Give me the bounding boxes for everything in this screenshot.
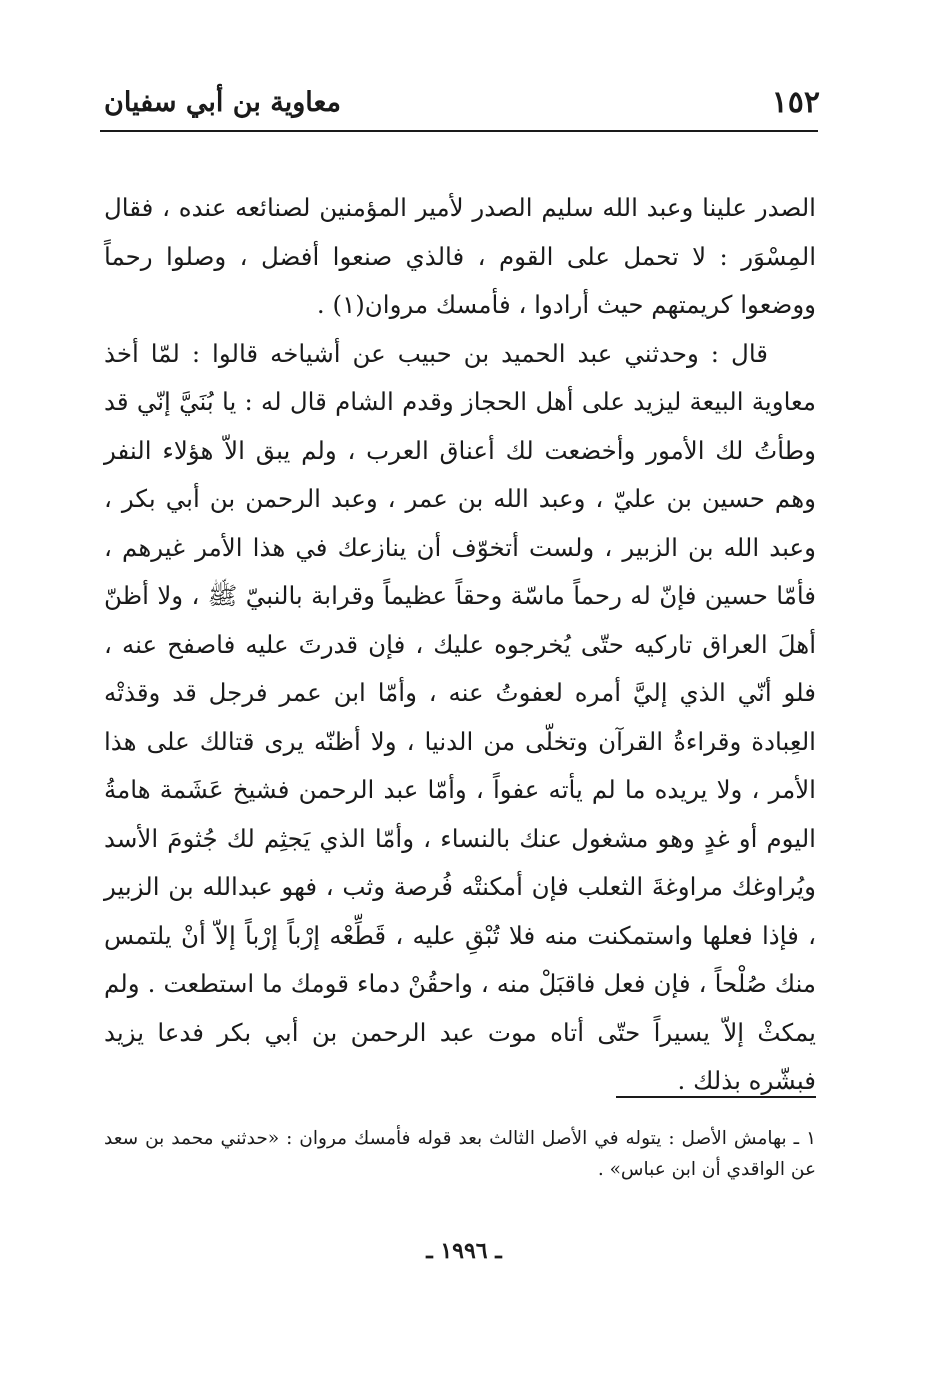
page-number: ١٥٢ <box>771 85 820 120</box>
paragraph-1: الصدر علينا وعبد الله سليم الصدر لأمير المؤمنين لصنائعه عنده ، فقال المِسْوَر : لا تحمل على القوم ، فالذي صنعوا أفضل ، وصلوا رحماً ووضعوا كريمتهم حيث أرادوا ، فأمسك مروان(١) . <box>104 193 816 319</box>
footnote-rule <box>616 1096 816 1098</box>
running-title: معاوية بن أبي سفيان <box>104 87 342 118</box>
footnote <box>104 1123 816 1185</box>
body-text <box>104 184 816 1106</box>
header-rule <box>100 130 818 132</box>
folio-number: ـ ١٩٩٦ ـ <box>426 1238 502 1264</box>
paragraph-2: قال : وحدثني عبد الحميد بن حبيب عن أشياخه قالوا : لمّا أخذ معاوية البيعة ليزيد على أهل الحجاز وقدم الشام قال له : يا بُنَيَّ إنّي قد وطأتُ لك الأمور وأخضعت لك أعناق العرب ، ولم يبق الاّ هؤلاء النفر وهم حسين بن عليّ ، وعبد الله بن عمر ، وعبد الرحمن بن أبي بكر ، وعبد الله بن الزبير ، ولست أتخوّف أن ينازعك في هذا الأمر غيرهم ، فأمّا حسين فإنّ له رحماً ماسّة وحقاً عظيماً وقرابة بالنبيّ ﷺ ، ولا أظنّ أهلَ العراق تاركيه حتّى يُخرجوه عليك ، فإن قدرتَ عليه فاصفح عنه ، فلو أنّي الذي إليَّ أمره لعفوتُ عنه ، وأمّا ابن عمر فرجل قد وقذتْه العِبادة وقراءةُ القرآن وتخلّى من الدنيا ، ولا أظنّه يرى قتالك على هذا الأمر ، ولا يريده ما لم يأته عفواً ، وأمّا عبد الرحمن فشيخ عَشَمة هامةُ اليوم أو غدٍ وهو مشغول عنك بالنساء ، وأمّا الذي يَجثِم لك جُثومَ الأسد ويُراوغك مراوغةَ الثعلب فإن أمكنتْه فُرصة وثب ، فهو عبدالله بن الزبير ، فإذا فعلها واستمكنت منه فلا تُبْقِ عليه ، قَطِّعْه إرْباً إرْباً إلاّ أنْ يلتمس منك صُلْحاً ، فإن فعل فاقبَلْ منه ، واحقُنْ دماء قومك ما استطعت . ولم يمكثْ إلاّ يسيراً حتّى أتاه موت عبد الرحمن بن أبي بكر فدعا يزيد فبشّره بذلك . <box>104 338 816 1095</box>
footnote-text: ١ ـ بهامش الأصل : يتوله في الأصل الثالث بعد قوله فأمسك مروان : «حدثني محمد بن سعد عن الواقدي أن ابن عباس» . <box>104 1128 816 1180</box>
